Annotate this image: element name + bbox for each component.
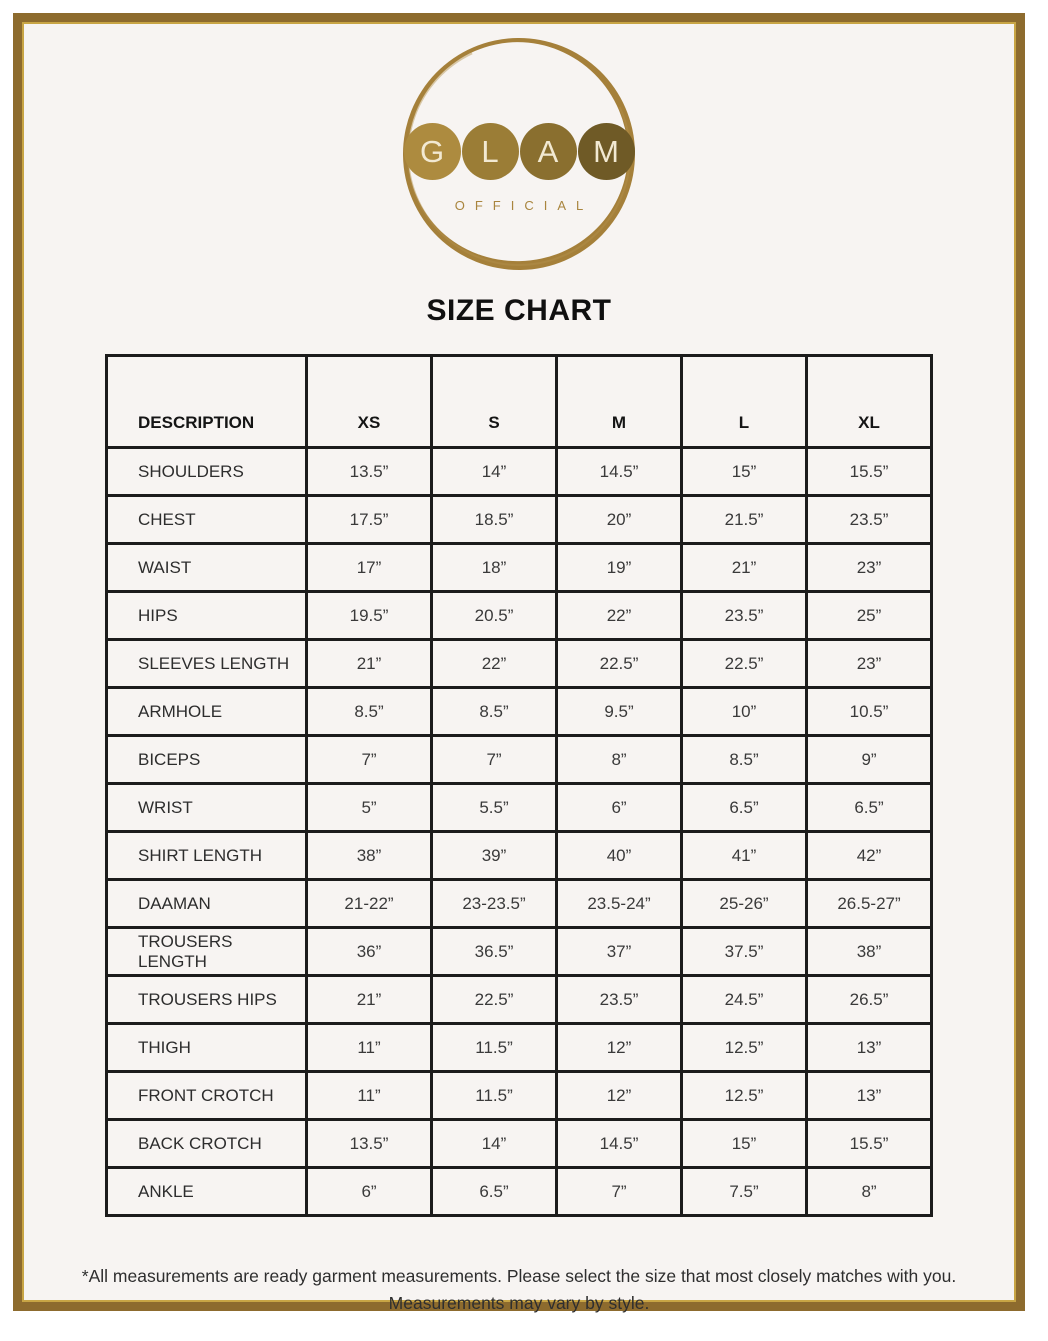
- table-row: [107, 448, 932, 496]
- size-value: 7”: [307, 736, 432, 784]
- column-header-m: M: [557, 356, 682, 448]
- row-label: WRIST: [107, 784, 307, 832]
- footnote: [59, 1263, 979, 1317]
- size-value: 6.5”: [807, 784, 932, 832]
- table-row: [107, 1120, 932, 1168]
- row-label: SHIRT LENGTH: [107, 832, 307, 880]
- column-header-l: L: [682, 356, 807, 448]
- table-row: [107, 736, 932, 784]
- row-label: FRONT CROTCH: [107, 1072, 307, 1120]
- row-label: ANKLE: [107, 1168, 307, 1216]
- column-header-xs: XS: [307, 356, 432, 448]
- row-label: DAAMAN: [107, 880, 307, 928]
- size-value: 7”: [432, 736, 557, 784]
- size-value: 13”: [807, 1072, 932, 1120]
- row-label: TROUSERS LENGTH: [107, 928, 307, 976]
- size-value: 13.5”: [307, 448, 432, 496]
- page-content: [22, 38, 1016, 1318]
- table-body: [107, 448, 932, 1216]
- size-value: 20.5”: [432, 592, 557, 640]
- column-header-description: DESCRIPTION: [107, 356, 307, 448]
- size-value: 37.5”: [682, 928, 807, 976]
- size-value: 5”: [307, 784, 432, 832]
- size-value: 8”: [557, 736, 682, 784]
- size-value: 25-26”: [682, 880, 807, 928]
- size-value: 15”: [682, 448, 807, 496]
- table-row: [107, 496, 932, 544]
- row-label: BACK CROTCH: [107, 1120, 307, 1168]
- row-label: SHOULDERS: [107, 448, 307, 496]
- table-row: [107, 832, 932, 880]
- table-row: [107, 544, 932, 592]
- row-label: THIGH: [107, 1024, 307, 1072]
- size-value: 22”: [432, 640, 557, 688]
- table-row: [107, 1168, 932, 1216]
- size-value: 8.5”: [307, 688, 432, 736]
- logo-letter-circle-a: A: [520, 123, 577, 180]
- size-chart-table: [105, 354, 933, 1217]
- size-value: 41”: [682, 832, 807, 880]
- size-value: 21.5”: [682, 496, 807, 544]
- size-value: 23”: [807, 640, 932, 688]
- size-value: 10”: [682, 688, 807, 736]
- size-value: 18.5”: [432, 496, 557, 544]
- size-value: 23”: [807, 544, 932, 592]
- size-value: 10.5”: [807, 688, 932, 736]
- table-header: [107, 356, 932, 448]
- size-value: 37”: [557, 928, 682, 976]
- table-row: [107, 880, 932, 928]
- size-value: 8.5”: [682, 736, 807, 784]
- size-value: 38”: [807, 928, 932, 976]
- size-value: 22.5”: [682, 640, 807, 688]
- size-value: 26.5”: [807, 976, 932, 1024]
- size-value: 22.5”: [557, 640, 682, 688]
- size-value: 21”: [682, 544, 807, 592]
- size-value: 25”: [807, 592, 932, 640]
- size-value: 17”: [307, 544, 432, 592]
- row-label: CHEST: [107, 496, 307, 544]
- size-value: 12.5”: [682, 1072, 807, 1120]
- size-value: 12”: [557, 1024, 682, 1072]
- size-value: 11.5”: [432, 1072, 557, 1120]
- size-value: 8.5”: [432, 688, 557, 736]
- table-row: [107, 928, 932, 976]
- size-value: 42”: [807, 832, 932, 880]
- size-value: 23.5”: [682, 592, 807, 640]
- row-label: WAIST: [107, 544, 307, 592]
- size-value: 11.5”: [432, 1024, 557, 1072]
- column-header-s: S: [432, 356, 557, 448]
- size-value: 17.5”: [307, 496, 432, 544]
- size-value: 15.5”: [807, 1120, 932, 1168]
- row-label: HIPS: [107, 592, 307, 640]
- size-value: 21”: [307, 976, 432, 1024]
- size-value: 14”: [432, 1120, 557, 1168]
- size-value: 24.5”: [682, 976, 807, 1024]
- size-value: 36.5”: [432, 928, 557, 976]
- size-value: 9.5”: [557, 688, 682, 736]
- size-value: 5.5”: [432, 784, 557, 832]
- size-value: 18”: [432, 544, 557, 592]
- logo-letter-circle-g: G: [404, 123, 461, 180]
- size-value: 11”: [307, 1072, 432, 1120]
- logo-letter-circle-l: L: [462, 123, 519, 180]
- size-value: 15.5”: [807, 448, 932, 496]
- size-value: 7”: [557, 1168, 682, 1216]
- size-value: 12”: [557, 1072, 682, 1120]
- size-value: 11”: [307, 1024, 432, 1072]
- brand-logo: [403, 38, 635, 270]
- size-value: 21”: [307, 640, 432, 688]
- table-row: [107, 1072, 932, 1120]
- size-value: 26.5-27”: [807, 880, 932, 928]
- footnote-line-1: *All measurements are ready garment measurements. Please select the size that most closely matches with you.: [81, 1266, 957, 1286]
- logo-letter-row: [403, 123, 635, 180]
- size-value: 21-22”: [307, 880, 432, 928]
- size-value: 6”: [307, 1168, 432, 1216]
- size-value: 23.5”: [557, 976, 682, 1024]
- size-value: 13”: [807, 1024, 932, 1072]
- table-row: [107, 640, 932, 688]
- logo-letter-circle-m: M: [578, 123, 635, 180]
- size-value: 23.5”: [807, 496, 932, 544]
- row-label: ARMHOLE: [107, 688, 307, 736]
- table-row: [107, 592, 932, 640]
- size-value: 39”: [432, 832, 557, 880]
- size-value: 8”: [807, 1168, 932, 1216]
- size-value: 40”: [557, 832, 682, 880]
- size-value: 14.5”: [557, 448, 682, 496]
- size-value: 13.5”: [307, 1120, 432, 1168]
- size-value: 20”: [557, 496, 682, 544]
- size-value: 19.5”: [307, 592, 432, 640]
- table-row: [107, 784, 932, 832]
- size-value: 22.5”: [432, 976, 557, 1024]
- size-value: 9”: [807, 736, 932, 784]
- page-frame: [13, 13, 1025, 1314]
- size-value: 22”: [557, 592, 682, 640]
- table-row: [107, 976, 932, 1024]
- size-value: 14”: [432, 448, 557, 496]
- table-row: [107, 1024, 932, 1072]
- column-header-xl: XL: [807, 356, 932, 448]
- size-value: 23-23.5”: [432, 880, 557, 928]
- header-row: [107, 356, 932, 448]
- footnote-line-2: Measurements may vary by style.: [388, 1293, 650, 1314]
- size-value: 12.5”: [682, 1024, 807, 1072]
- size-value: 19”: [557, 544, 682, 592]
- size-value: 7.5”: [682, 1168, 807, 1216]
- size-value: 6.5”: [432, 1168, 557, 1216]
- row-label: BICEPS: [107, 736, 307, 784]
- size-value: 36”: [307, 928, 432, 976]
- row-label: SLEEVES LENGTH: [107, 640, 307, 688]
- row-label: TROUSERS HIPS: [107, 976, 307, 1024]
- page-title: SIZE CHART: [426, 294, 612, 327]
- size-value: 14.5”: [557, 1120, 682, 1168]
- size-value: 6.5”: [682, 784, 807, 832]
- size-value: 38”: [307, 832, 432, 880]
- table-row: [107, 688, 932, 736]
- size-value: 23.5-24”: [557, 880, 682, 928]
- size-value: 15”: [682, 1120, 807, 1168]
- logo-subtitle: OFFICIAL: [454, 198, 594, 213]
- size-value: 6”: [557, 784, 682, 832]
